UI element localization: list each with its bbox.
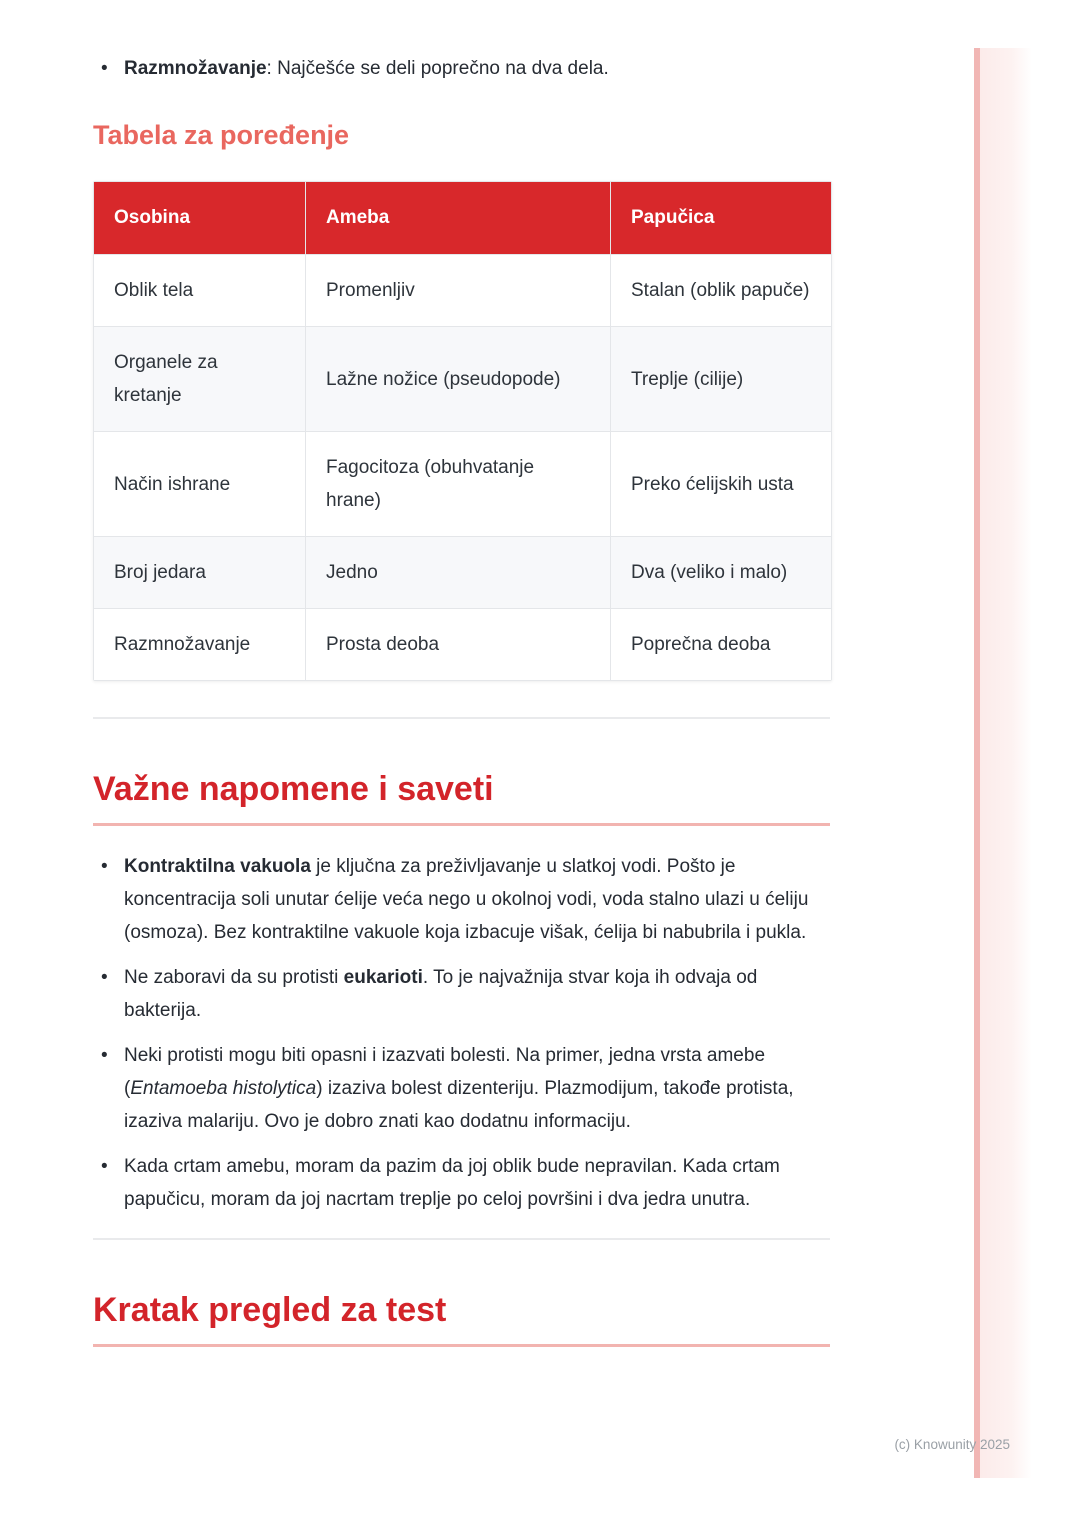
table-cell: Preko ćelijskih usta <box>611 431 831 536</box>
table-cell: Stalan (oblik papuče) <box>611 254 831 326</box>
bullet-item <box>93 850 830 949</box>
table-cell: Poprečna deoba <box>611 608 831 680</box>
section-divider <box>93 1238 830 1240</box>
text-segment: Kada crtam amebu, moram da pazim da joj oblik bude nepravilan. Kada crtam papučicu, moram da joj nacrtam treplje po celoj površini i dva jedra unutra. <box>124 1156 780 1210</box>
comparison-table-body <box>94 254 831 680</box>
table-row <box>94 254 831 326</box>
comparison-table <box>93 181 832 681</box>
table-header-row <box>94 182 831 254</box>
section-heading-comparison-table: Tabela za poređenje <box>93 120 350 150</box>
bold-text-segment: Kontraktilna vakuola <box>124 856 311 877</box>
notes-heading-underline <box>93 823 830 826</box>
page-edge-highlight-strip <box>974 48 1032 1478</box>
comparison-table-header <box>94 182 831 254</box>
table-cell: Promenljiv <box>306 254 611 326</box>
table-row <box>94 536 831 608</box>
table-cell: Lažne nožice (pseudopode) <box>306 326 611 431</box>
italic-text-segment: Entamoeba histolytica <box>130 1078 317 1099</box>
table-row <box>94 326 831 431</box>
text-segment: ) izaziva bolest dizenteriju. Plazmodijum, takođe protista, izaziva malariju. Ovo je dobro znati kao dodatnu informaciju. <box>124 1078 794 1132</box>
table-cell: Organele za kretanje <box>94 326 306 431</box>
table-cell: Prosta deoba <box>306 608 611 680</box>
bullet-item <box>93 1039 830 1138</box>
table-cell: Broj jedara <box>94 536 306 608</box>
document-page <box>93 0 830 1347</box>
watermark: (c) Knowunity 2025 <box>894 1437 1010 1452</box>
text-segment: je ključna za preživljavanje u slatkoj vodi. Pošto je koncentracija soli unutar ćelije veća nego u okolnoj vodi, voda stalno ulazi u ćeliju (osmoza). Bez kontraktilne vakuole koja izbacuje višak, ćelija bi nabubrila i pukla. <box>124 856 809 943</box>
table-cell: Dva (veliko i malo) <box>611 536 831 608</box>
section-divider <box>93 717 830 719</box>
table-cell: Treplje (cilije) <box>611 326 831 431</box>
bold-text-segment: Razmnožavanje <box>124 58 267 79</box>
section-heading-review: Kratak pregled za test <box>93 1291 447 1329</box>
table-cell: Način ishrane <box>94 431 306 536</box>
bullet-item <box>93 961 830 1027</box>
text-segment: . To je najvažnija stvar koja ih odvaja od bakterija. <box>124 967 758 1021</box>
table-row <box>94 431 831 536</box>
review-heading-underline <box>93 1344 830 1347</box>
bullet-item <box>93 52 830 85</box>
table-cell: Fagocitoza (obuhvatanje hrane) <box>306 431 611 536</box>
bold-text-segment: eukarioti <box>343 967 423 988</box>
text-segment: Ne zaboravi da su protisti <box>124 967 344 988</box>
intro-bullet-list <box>93 52 830 85</box>
table-row <box>94 608 831 680</box>
bullet-item <box>93 1150 830 1216</box>
section-heading-notes: Važne napomene i saveti <box>93 770 494 808</box>
text-segment: : Najčešće se deli poprečno na dva dela. <box>266 58 609 79</box>
table-column-header: Papučica <box>611 182 831 254</box>
table-cell: Razmnožavanje <box>94 608 306 680</box>
table-cell: Jedno <box>306 536 611 608</box>
table-column-header: Ameba <box>306 182 611 254</box>
text-segment: Neki protisti mogu biti opasni i izazvati bolesti. Na primer, jedna vrsta amebe ( <box>124 1045 766 1099</box>
table-cell: Oblik tela <box>94 254 306 326</box>
table-column-header: Osobina <box>94 182 306 254</box>
notes-bullet-list <box>93 850 830 1216</box>
